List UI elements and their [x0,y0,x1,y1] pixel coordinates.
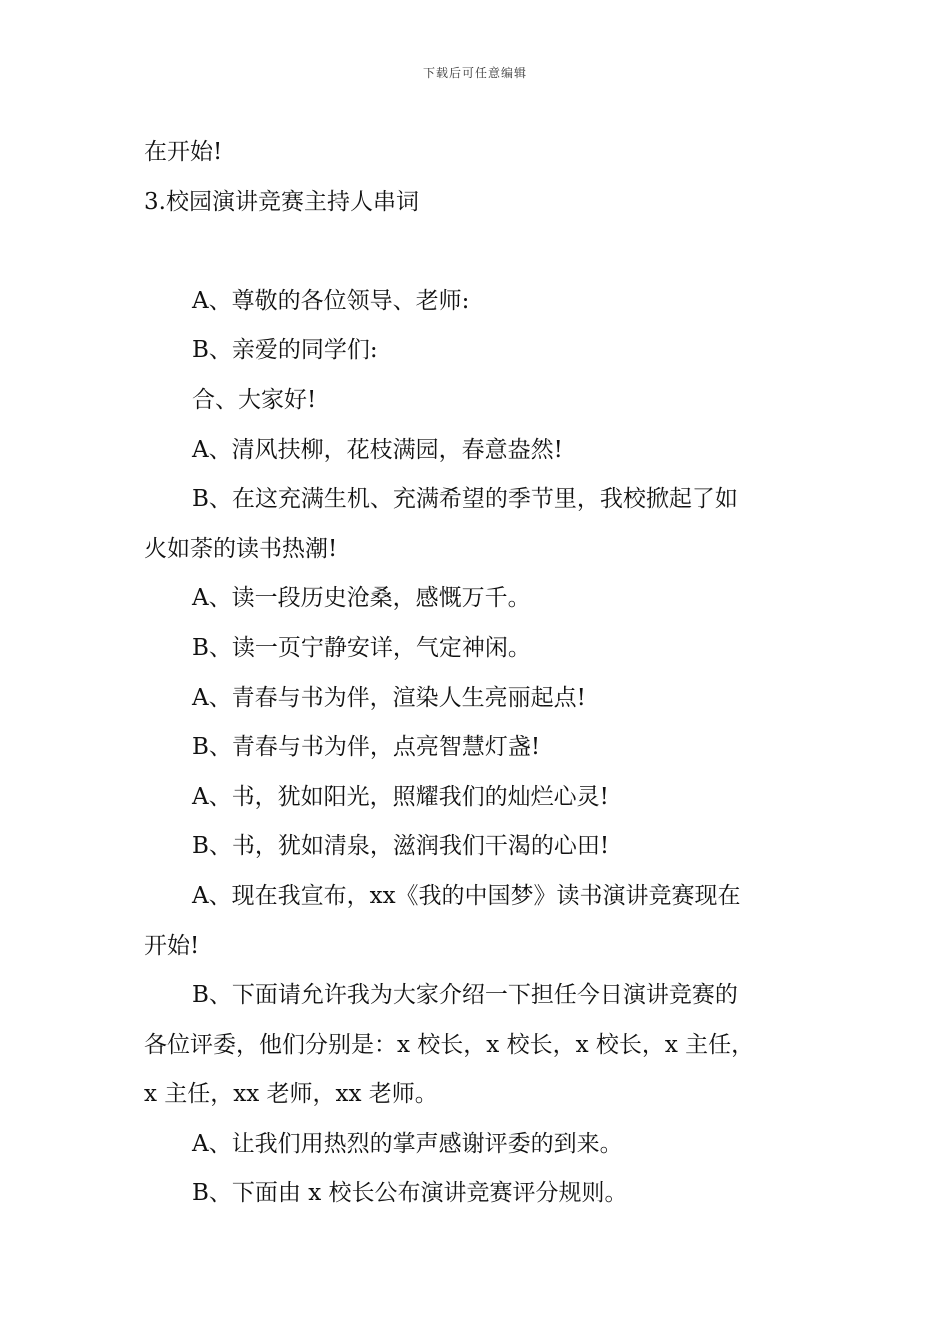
paragraph-line: B、下面由 x 校长公布演讲竞赛评分规则。 [192,1180,628,1207]
paragraph-line: B、青春与书为伴，点亮智慧灯盏! [192,734,541,761]
paragraph-continuation: 火如荼的读书热潮! [144,535,338,562]
paragraph-line: B、在这充满生机、充满希望的季节里，我校掀起了如 [192,486,738,513]
paragraph-line: 合、大家好! [192,386,317,413]
document-body [144,128,814,1219]
paragraph-line: A、让我们用热烈的掌声感谢评委的到来。 [192,1130,623,1157]
paragraph-line: A、书，犹如阳光，照耀我们的灿烂心灵! [192,783,609,810]
paragraph-line: A、现在我宣布，xx《我的中国梦》读书演讲竞赛现在 [192,882,741,909]
text-line: 在开始! [144,139,223,165]
paragraph-line: B、下面请允许我为大家介绍一下担任今日演讲竞赛的 [192,982,738,1009]
paragraph-line: A、尊敬的各位领导、老师: [192,287,470,314]
header-note: 下载后可任意编辑 [422,66,527,80]
paragraph-line: B、亲爱的同学们: [192,337,378,364]
paragraph-continuation: 开始! [144,932,200,959]
paragraph-line: B、书，犹如清泉，滋润我们干渴的心田! [192,833,610,860]
paragraph-line: A、读一段历史沧桑，感慨万千。 [192,585,531,612]
blank-line [144,227,814,277]
paragraph-continuation: 各位评委，他们分别是：x 校长，x 校长，x 校长，x 主任， [144,1031,755,1058]
section-heading: 3.校园演讲竞赛主持人串词 [144,188,419,215]
paragraph-line: B、读一页宁静安详，气定神闲。 [192,634,531,661]
paragraph-continuation: x 主任，xx 老师，xx 老师。 [144,1081,438,1108]
paragraph-line: A、青春与书为伴，渲染人生亮丽起点! [192,684,586,711]
paragraph-line: A、清风扶柳，花枝满园，春意盎然! [192,436,563,463]
